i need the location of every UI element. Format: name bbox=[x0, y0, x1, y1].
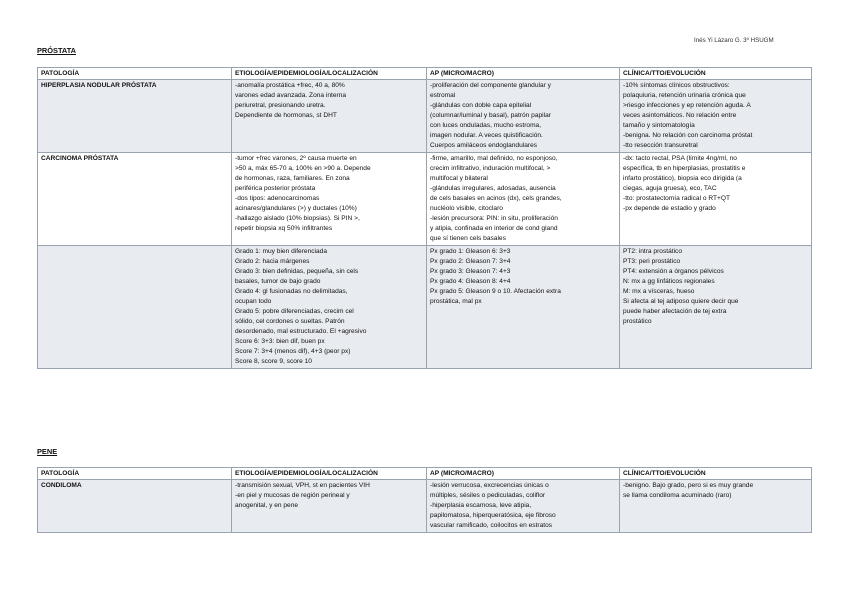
patologia-cell: CONDILOMA bbox=[38, 480, 232, 533]
ap-cell bbox=[427, 246, 620, 369]
column-header-ap: AP (MICRO/MACRO) bbox=[427, 68, 620, 80]
cell-text-line: PT2: intra prostático bbox=[623, 248, 683, 255]
cell-text-line: Si afecta al tej adiposo quiere decir que bbox=[623, 298, 739, 305]
cell-text-line: Grado 3: bien definidas, pequeña, sin cels bbox=[235, 268, 359, 275]
clinica-cell bbox=[620, 80, 812, 153]
cell-text-line: PT4: extensión a órganos pélvicos bbox=[623, 268, 724, 275]
cell-text-line: Px grado 3: Gleason 7: 4+3 bbox=[430, 268, 511, 275]
clinica-cell bbox=[620, 480, 812, 533]
clinica-cell bbox=[620, 153, 812, 246]
cell-text-line: Grado 2: hacia márgenes bbox=[235, 258, 310, 265]
patologia-cell bbox=[38, 246, 232, 369]
cell-text-line: -hallazgo aislado (10% biopsias). Si PIN >, bbox=[235, 215, 360, 222]
cell-text-line: de hormonas, raza, familiares. En zona bbox=[235, 175, 350, 182]
cell-text-line: acinares/glandulares (>) y ductales (10%) bbox=[235, 205, 357, 212]
cell-text-line: crecim infiltrativo, induración multifocal, > bbox=[430, 165, 551, 172]
cell-text-line: Px grado 1: Gleason 6: 3+3 bbox=[430, 248, 511, 255]
cell-text-line: -hiperplasia escamosa, leve atipia, bbox=[430, 502, 532, 509]
author-note: Inés Yi Lázaro G. 3º HSUGM bbox=[694, 37, 774, 44]
cell-text-line: N: mx a gg linfáticos regionales bbox=[623, 278, 715, 285]
cell-text-line: PT3: peri prostático bbox=[623, 258, 681, 265]
cell-text-line: M: mx a vísceras, hueso bbox=[623, 288, 695, 295]
cell-text-line: Score 8, score 9, score 10 bbox=[235, 358, 312, 365]
cell-text-line: vascular ramificado, coilocitos en estratos bbox=[430, 522, 553, 529]
cell-text-line: -transmisión sexual, VPH, st en pacientes VIH bbox=[235, 482, 370, 489]
cell-text-line: ocupan todo bbox=[235, 298, 272, 305]
cell-text-line: tamaño y sintomatología bbox=[623, 122, 695, 129]
ap-cell bbox=[427, 80, 620, 153]
cell-text-line: que sí tienen cels basales bbox=[430, 235, 506, 242]
cell-text-line: periférica posterior próstata bbox=[235, 185, 316, 192]
ap-cell bbox=[427, 480, 620, 533]
cell-text-line: -px depende de estadio y grado bbox=[623, 205, 716, 212]
cell-text-line: prostático bbox=[623, 318, 652, 325]
cell-text-line: múltiples, sésiles o pediculadas, coliflor bbox=[430, 492, 546, 499]
cell-text-line: de cels basales en acinos (dx), cels grandes, bbox=[430, 195, 562, 202]
cell-text-line: desordenado, mal estructurado. El +agresivo bbox=[235, 328, 367, 335]
cell-text-line: >50 a, máx 65-70 a, 100% en >90 a. Depende bbox=[235, 165, 371, 172]
section-title-prostata: PRÓSTATA bbox=[37, 46, 77, 55]
column-header-clinica: CLÍNICA/TTO/EVOLUCIÓN bbox=[620, 68, 812, 80]
cell-text-line: y atipia, confinada en interior de cond gland bbox=[430, 225, 558, 232]
column-header-ap: AP (MICRO/MACRO) bbox=[427, 468, 620, 480]
table-header-row bbox=[38, 468, 812, 480]
cell-text-line: -tumor +frec varones, 2º causa muerte en bbox=[235, 155, 357, 162]
column-header-etiologia: ETIOLOGÍA/EPIDEMIOLOGÍA/LOCALIZACIÓN bbox=[232, 468, 427, 480]
cell-text-line: -lesión precursora: PIN: in situ, proliferación bbox=[430, 215, 558, 222]
cell-text-line: veces asintomáticos. No relación entre bbox=[623, 112, 737, 119]
etiologia-cell bbox=[232, 246, 427, 369]
column-header-etiologia: ETIOLOGÍA/EPIDEMIOLOGÍA/LOCALIZACIÓN bbox=[232, 68, 427, 80]
cell-text-line: Grado 4: gl fusionadas no delimitadas, bbox=[235, 288, 348, 295]
cell-text-line: -glándulas con doble capa epitelial bbox=[430, 102, 532, 109]
cell-text-line: Grado 5: pobre diferenciadas, crecim cel bbox=[235, 308, 354, 315]
patologia-cell: CARCINOMA PRÓSTATA bbox=[38, 153, 232, 246]
cell-text-line: nucléolo visible, citoclaro bbox=[430, 205, 503, 212]
cell-text-line: -10% síntomas clínicos obstructivos: bbox=[623, 82, 730, 89]
table-row-carcinoma bbox=[38, 153, 812, 246]
cell-text-line: -glándulas irregulares, adosadas, ausencia bbox=[430, 185, 556, 192]
cell-text-line: imagen nodular. A veces quistificación. bbox=[430, 132, 543, 139]
cell-text-line: Grado 1: muy bien diferenciada bbox=[235, 248, 328, 255]
cell-text-line: ciegas, aguja gruesa), eco, TAC bbox=[623, 185, 717, 192]
cell-text-line: Dependiente de hormonas, st DHT bbox=[235, 112, 337, 119]
cell-text-line: multifocal y bilateral bbox=[430, 175, 488, 182]
cell-text-line: anogenital, y en pene bbox=[235, 502, 299, 509]
cell-text-line: -dx: tacto rectal, PSA (límite 4ng/ml, no bbox=[623, 155, 737, 162]
etiologia-cell bbox=[232, 480, 427, 533]
section-title-pene: PENE bbox=[37, 447, 58, 456]
cell-text-line: repetir biopsia xq 50% infiltrantes bbox=[235, 225, 333, 232]
cell-text-line: -proliferación del componente glandular y bbox=[430, 82, 551, 89]
cell-text-line: Px grado 5: Gleason 9 o 10. Afectación extra bbox=[430, 288, 561, 295]
cell-text-line: papilomatosa, hiperqueratósica, eje fibroso bbox=[430, 512, 556, 519]
cell-text-line: >riesgo infecciones y ep retención aguda. A bbox=[623, 102, 751, 109]
etiologia-cell bbox=[232, 80, 427, 153]
ap-cell bbox=[427, 153, 620, 246]
pene-table bbox=[37, 467, 812, 533]
cell-text-line: se llama condiloma acuminado (raro) bbox=[623, 492, 732, 499]
cell-text-line: -anomalía prostática +frec, 40 a, 80% bbox=[235, 82, 345, 89]
etiologia-cell bbox=[232, 153, 427, 246]
cell-text-line: Score 6: 3+3: bien dif, buen px bbox=[235, 338, 325, 345]
cell-text-line: -firme, amarillo, mal definido, no esponjoso, bbox=[430, 155, 558, 162]
table-row-grados bbox=[38, 246, 812, 369]
cell-text-line: -tto resección transuretral bbox=[623, 142, 698, 149]
cell-text-line: -en piel y mucosas de región perineal y bbox=[235, 492, 350, 499]
cell-text-line: con luces onduladas, mucho estroma, bbox=[430, 122, 542, 129]
table-header-row bbox=[38, 68, 812, 80]
cell-text-line: puede haber afectación de tej extra bbox=[623, 308, 727, 315]
cell-text-line: Cuerpos amiláceos endoglandulares bbox=[430, 142, 538, 149]
cell-text-line: prostática, mal px bbox=[430, 298, 482, 305]
column-header-patologia: PATOLOGÍA bbox=[38, 68, 232, 80]
patologia-cell: HIPERPLASIA NODULAR PRÓSTATA bbox=[38, 80, 232, 153]
table-row-hiperplasia bbox=[38, 80, 812, 153]
cell-text-line: Px grado 2: Gleason 7: 3+4 bbox=[430, 258, 511, 265]
cell-text-line: -benigna. No relación con carcinoma próstat bbox=[623, 132, 753, 139]
table-row-condiloma bbox=[38, 480, 812, 533]
cell-text-line: polaquiuria, retención urinaria crónica que bbox=[623, 92, 746, 99]
clinica-cell bbox=[620, 246, 812, 369]
cell-text-line: específica, tb en hiperplasias, prostatitis e bbox=[623, 165, 746, 172]
cell-text-line: periuretral, presionando uretra. bbox=[235, 102, 326, 109]
column-header-clinica: CLÍNICA/TTO/EVOLUCIÓN bbox=[620, 468, 812, 480]
cell-text-line: (columnar/luminal y basal), patrón papilar bbox=[430, 112, 551, 119]
prostata-table bbox=[37, 67, 812, 369]
cell-text-line: sólido, cel cordones o sueltas. Patrón bbox=[235, 318, 345, 325]
cell-text-line: Score 7: 3+4 (menos dif), 4+3 (peor px) bbox=[235, 348, 351, 355]
cell-text-line: varones edad avanzada. Zona interna bbox=[235, 92, 347, 99]
cell-text-line: estromal bbox=[430, 92, 456, 99]
cell-text-line: basales, tumor de bajo grado bbox=[235, 278, 321, 285]
column-header-patologia: PATOLOGÍA bbox=[38, 468, 232, 480]
cell-text-line: Px grado 4: Gleason 8: 4+4 bbox=[430, 278, 511, 285]
cell-text-line: -benigno. Bajo grado, pero si es muy grande bbox=[623, 482, 754, 489]
cell-text-line: -dos tipos: adenocarcinomas bbox=[235, 195, 320, 202]
cell-text-line: -tto: prostatectomía radical o RT+QT bbox=[623, 195, 731, 202]
cell-text-line: -lesión verrucosa, excrecencias únicas o bbox=[430, 482, 549, 489]
cell-text-line: infarto prostático), biopsia eco dirigida (a bbox=[623, 175, 742, 182]
